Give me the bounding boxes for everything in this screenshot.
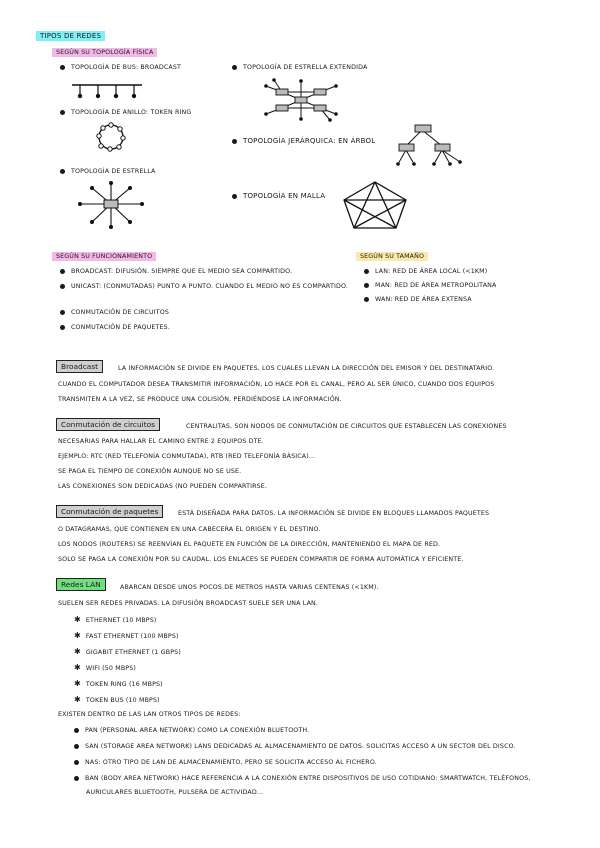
topologia-jerarquica [232,137,375,145]
bullet [364,297,369,302]
lan-line: SUELEN SER REDES PRIVADAS. LA DIFUSIÓN BROADCAST SUELE SER UNA LAN. [58,600,319,607]
lan-type [74,615,157,624]
lan-type [74,663,136,672]
lan-label: Redes LAN [56,578,106,591]
circuitos-line: CENTRALITAS, SON NODOS DE CONMUTACIÓN DE CIRCUITOS QUE ESTABLECEN LAS CONEXIONES [186,423,507,430]
broadcast-line: TRANSMITEN A LA VEZ, SE PRODUCE UNA COLISIÓN, PERDIÉNDOSE LA INFORMACIÓN. [58,396,342,403]
circuitos-line: NECESARIAS PARA HALLAR EL CAMINO ENTRE 2 EQUIPOS DTE. [58,438,264,445]
lan-other-ban: BAN (BODY AREA NETWORK) HACE REFERENCIA A LA CONEXIÓN ENTRE DISPOSITIVOS DE USO COTIDIANO: SMARTWATCH, TELÉFONOS, [85,775,531,782]
page-title: TIPOS DE REDES [36,31,105,41]
funcionamiento-broadcast: BROADCAST: DIFUSIÓN. SIEMPRE QUE EL MEDIO SEA COMPARTIDO. [71,268,293,275]
bullet [60,169,65,174]
extended-star-topology-diagram [262,78,342,122]
funcionamiento-paquetes: CONMUTACIÓN DE PAQUETES. [71,324,170,331]
lan-other [74,759,377,766]
asterisk-icon: ✱ [74,663,81,672]
broadcast-label: Broadcast [56,360,103,373]
bullet [60,284,65,289]
tamano-lan: LAN: RED DE ÁREA LOCAL (<1KM) [375,268,488,275]
funcionamiento-item [60,283,348,290]
bullet [60,269,65,274]
topologia-bus-label: TOPOLOGÍA DE BUS: BROADCAST [71,64,182,71]
lan-other [74,727,309,734]
asterisk-icon: ✱ [74,615,81,624]
lan-other [74,775,531,782]
bullet [364,269,369,274]
funcionamiento-item [60,309,169,316]
broadcast-line: CUANDO EL COMPUTADOR DESEA TRANSMITIR INFORMACIÓN, LO HACE POR EL CANAL, PERO AL SER ÚNICO, CUANDO DOS EQUIPOS [58,381,495,388]
lan-type [74,695,160,704]
lan-type-label: ETHERNET (10 MBPS) [85,617,157,624]
lan-others-heading: EXISTEN DENTRO DE LAS LAN OTROS TIPOS DE REDES: [58,711,241,718]
lan-other-nas: NAS: OTRO TIPO DE LAN DE ALMACENAMIENTO, PERO SE SOLICITA ACCESO AL FICHERO. [85,759,377,766]
topologia-anillo-label: TOPOLOGÍA DE ANILLO: TOKEN RING [71,109,192,116]
asterisk-icon: ✱ [74,631,81,640]
topologia-estrella-extendida-label: TOPOLOGÍA DE ESTRELLA EXTENDIDA [243,64,368,71]
ring-topology-diagram [94,120,128,154]
lan-type [74,679,163,688]
circuitos-label: Conmutación de circuitos [56,418,160,431]
lan-type-label: TOKEN BUS (10 MBPS) [85,697,160,704]
topologia-bus [60,64,181,71]
asterisk-icon: ✱ [74,695,81,704]
lan-type [74,647,181,656]
lan-other-san: SAN (STORAGE AREA NETWORK) LANS DEDICADAS AL ALMACENAMIENTO DE DATOS. SOLICITAS ACCESO A UN SECTOR DEL DISCO. [85,743,516,750]
lan-type-label: GIGABIT ETHERNET (1 GBPS) [85,649,181,656]
bullet [364,283,369,288]
circuitos-line: LAS CONEXIONES SON DEDICADAS (NO PUEDEN COMPARTIRSE. [58,483,268,490]
bullet [232,194,237,199]
star-topology-diagram [74,180,146,230]
bullet [74,776,79,781]
bullet [60,325,65,330]
lan-type-label: WIFI (50 MBPS) [85,665,136,672]
lan-type [74,631,179,640]
circuitos-line: SE PAGA EL TIEMPO DE CONEXIÓN AUNQUE NO SE USE. [58,468,242,475]
bus-topology-diagram [70,78,150,100]
asterisk-icon: ✱ [74,679,81,688]
topologia-estrella-label: TOPOLOGÍA DE ESTRELLA [71,168,156,175]
bullet [60,310,65,315]
bullet [232,65,237,70]
paquetes-line: LOS NODOS (ROUTERS) SE REENVÍAN EL PAQUETE EN FUNCIÓN DE LA DIRECCIÓN, MANTENIENDO EL MAPA DE RED. [58,541,441,548]
bullet [60,65,65,70]
topologia-anillo [60,109,191,116]
tamano-item [364,282,496,289]
lan-other [74,743,516,750]
topologia-malla-label: TOPOLOGÍA EN MALLA [243,192,326,200]
bullet [74,744,79,749]
topologia-estrella-extendida [232,64,367,71]
lan-other-continuation: AURICULARES BLUETOOTH, PULSERA DE ACTIVIDAD... [86,789,264,796]
bullet [74,728,79,733]
mesh-topology-diagram [340,180,410,230]
topologia-malla [232,192,325,200]
funcionamiento-circuitos: CONMUTACIÓN DE CIRCUITOS [71,309,169,316]
bullet [74,760,79,765]
paquetes-label: Conmutación de paquetes [56,505,163,518]
tamano-item [364,268,487,275]
topologia-jerarquica-label: TOPOLOGÍA JERÁRQUICA: EN ÁRBOL [243,137,376,145]
lan-type-label: TOKEN RING (16 MBPS) [85,681,163,688]
funcionamiento-item [60,268,292,275]
tamano-item [364,296,472,303]
topologia-estrella [60,168,155,175]
bullet [232,139,237,144]
funcionamiento-heading: SEGÚN SU FUNCIONAMIENTO [52,252,156,261]
asterisk-icon: ✱ [74,647,81,656]
lan-line: ABARCAN DESDE UNOS POCOS DE METROS HASTA VARIAS CENTENAS (<1KM). [120,584,379,591]
topologia-heading: SEGÚN SU TOPOLOGÍA FÍSICA [52,48,157,57]
paquetes-line: ESTÁ DISEÑADA PARA DATOS. LA INFORMACIÓN SE DIVIDE EN BLOQUES LLAMADOS PAQUETES [178,510,490,517]
paquetes-line: O DATAGRAMAS, QUE CONTIENEN EN UNA CABECERA EL ORIGEN Y EL DESTINO. [58,526,321,533]
funcionamiento-item [60,324,170,331]
tamano-wan: WAN: RED DE ÁREA EXTENSA [375,296,472,303]
circuitos-line: EJEMPLO: RTC (RED TELEFONÍA CONMUTADA), RTB (RED TELEFONÍA BÁSICA)... [58,453,316,460]
broadcast-line: LA INFORMACIÓN SE DIVIDE EN PAQUETES, LOS CUALES LLEVAN LA DIRECCIÓN DEL EMISOR Y DEL DESTINATARIO. [118,365,495,372]
lan-other-pan: PAN (PERSONAL AREA NETWORK) COMO LA CONEXIÓN BLUETOOTH. [85,727,310,734]
paquetes-line: SOLO SE PAGA LA CONEXIÓN POR SU CAUDAL. LOS ENLACES SE PUEDEN COMPARTIR DE FORMA AUTOMÁTICA Y EFICIENTE. [58,556,464,563]
funcionamiento-unicast: UNICAST: (CONMUTADAS) PUNTO A PUNTO. CUANDO EL MEDIO NO ES COMPARTIDO. [71,283,348,290]
lan-type-label: FAST ETHERNET (100 MBPS) [85,633,179,640]
bullet [60,110,65,115]
tamano-heading: SEGÚN SU TAMAÑO [356,252,428,261]
tamano-man: MAN: RED DE ÁREA METROPOLITANA [375,282,497,289]
tree-topology-diagram [392,122,472,170]
